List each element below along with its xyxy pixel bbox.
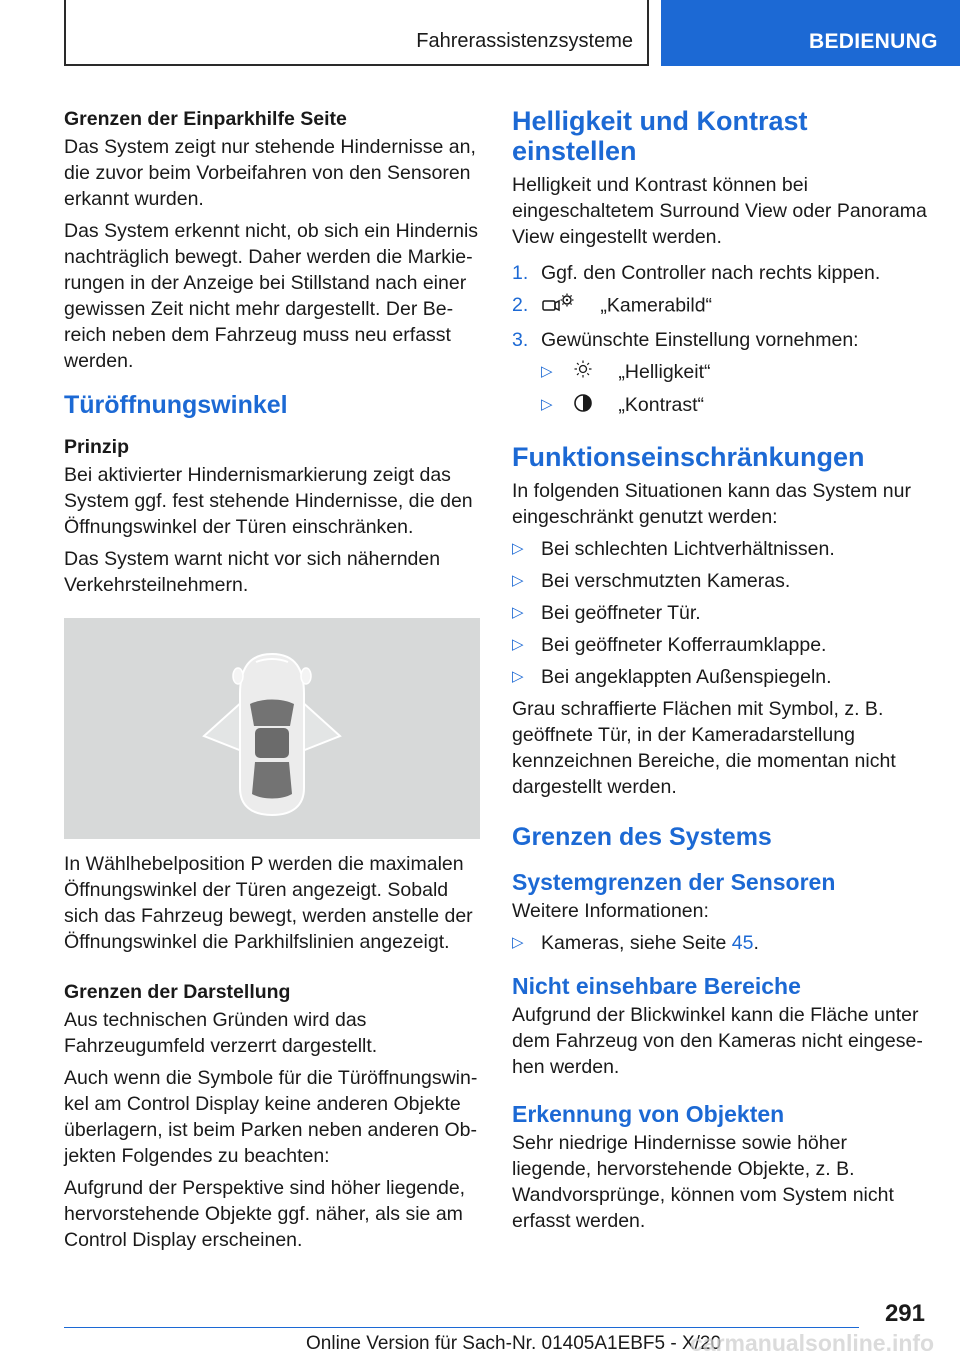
- contrast-icon: [573, 393, 593, 420]
- step-item: [512, 327, 928, 420]
- sub-item-text: „Kontrast“: [618, 394, 705, 417]
- sub-list: [541, 359, 928, 420]
- list-item: [512, 568, 928, 594]
- list-item: [512, 664, 928, 690]
- paragraph: Weitere Informationen:: [512, 899, 709, 922]
- heading-systemgrenzen-sensoren: Systemgrenzen der Sensoren: [512, 868, 836, 895]
- heading-funktionseinschraenkungen: Funktionseinschränkungen: [512, 441, 865, 472]
- step-number: 1.: [512, 262, 529, 284]
- chapter-tab[interactable]: BEDIENUNG: [661, 0, 960, 66]
- camera-settings-icon: [541, 292, 575, 321]
- paragraph: Aufgrund der Perspektive sind höher liegende, hervorstehende Objekte ggf. näher, als sie am Control Display erscheinen.: [64, 1177, 466, 1251]
- triangle-bullet-icon: ▷: [512, 933, 524, 951]
- step-text: Gewünschte Einstellung vornehmen:: [541, 329, 859, 351]
- watermark: carmanualsonline.info: [690, 1330, 935, 1356]
- list-item-text: Bei geöffneter Tür.: [541, 601, 701, 624]
- reference-text: Kameras, siehe Seite: [541, 931, 732, 954]
- heading-tueroeffnungswinkel: Türöffnungswinkel: [64, 391, 288, 419]
- paragraph: In Wählhebelposition P werden die maximalen Öffnungswinkel der Türen angezeigt. Sobald sich das Fahrzeug bewegt, werden anstelle der Öffnungswinkel die Parkhilfslinien angezeigt.: [64, 853, 473, 953]
- paragraph: Das System zeigt nur stehende Hindernisse an, die zuvor beim Vorbeifahren von den Sensoren erkannt wurden.: [64, 136, 476, 210]
- heading-prinzip: Prinzip: [64, 436, 130, 458]
- list-item: [512, 930, 928, 956]
- paragraph: In folgenden Situationen kann das System nur eingeschränkt genutzt werden:: [512, 479, 911, 528]
- step-item: [512, 292, 928, 321]
- heading-nicht-einsehbare-bereiche: Nicht einsehbare Bereiche: [512, 972, 801, 999]
- page-number: 291: [884, 1300, 925, 1327]
- page-reference-link[interactable]: 45: [731, 931, 754, 954]
- list-item-text: Bei angeklappten Außenspiegeln.: [541, 665, 832, 688]
- sub-item-helligkeit: [541, 359, 928, 386]
- list-item: [512, 632, 928, 658]
- right-column: [512, 106, 928, 1240]
- list-item-text: Bei schlechten Lichtverhältnissen.: [541, 537, 835, 560]
- paragraph: Das System warnt nicht vor sich nähernden Verkehrsteilnehmern.: [64, 548, 441, 596]
- triangle-bullet-icon: ▷: [541, 396, 553, 414]
- paragraph: Sehr niedrige Hindernisse sowie höher liegende, hervorstehende Objekte, z. B. Wandvorsprünge, können vom System nicht erfasst werden.: [512, 1131, 894, 1232]
- paragraph: Aufgrund der Blickwinkel kann die Fläche unter dem Fahrzeug von den Kameras nicht eingesehen werden.: [512, 1003, 923, 1078]
- paragraph: Bei aktivierter Hindernismarkierung zeigt das System ggf. fest stehende Hindernisse, die den Öffnungswinkel der Türen einschränken.: [64, 464, 473, 538]
- car-door-angle-figure: [64, 618, 480, 839]
- heading-erkennung-objekten: Erkennung von Objekten: [512, 1100, 785, 1127]
- sub-item-text: „Helligkeit“: [618, 361, 711, 383]
- triangle-bullet-icon: ▷: [512, 635, 524, 653]
- paragraph: Das System erkennt nicht, ob sich ein Hindernis nachträglich bewegt. Daher werden die Markierungen in der Anzeige bei Stillstand nach einer gewissen Zeit nicht mehr dargestellt. Der Bereich neben dem Fahrzeug muss neu erfasst werden.: [64, 220, 479, 372]
- step-number: 2.: [512, 294, 529, 316]
- page-header: [0, 0, 960, 66]
- triangle-bullet-icon: ▷: [512, 603, 524, 621]
- footer-divider: [64, 1327, 859, 1328]
- left-column: [64, 106, 480, 1259]
- heading-grenzen-systems: Grenzen des Systems: [512, 822, 772, 851]
- list-item-text: Bei geöffneter Kofferraumklappe.: [541, 633, 827, 656]
- heading-helligkeit-kontrast: Helligkeit und Kontrast einstellen: [512, 106, 808, 166]
- heading-einparkhilfe: Grenzen der Einparkhilfe Seite: [64, 108, 347, 130]
- paragraph: Aus technischen Gründen wird das Fahrzeugumfeld verzerrt dargestellt.: [64, 1009, 378, 1057]
- paragraph: Grau schraffierte Flächen mit Symbol, z. B. geöffnete Tür, in der Kameradarstellung kennzeichnen Bereiche, die momentan nicht dargestellt werden.: [512, 697, 896, 798]
- list-item: [512, 536, 928, 562]
- paragraph: Auch wenn die Symbole für die Türöffnungswinkel am Control Display keine anderen Objekte überlagern, ist beim Parken neben anderen Objekten Folgendes zu beachten:: [64, 1067, 478, 1167]
- triangle-bullet-icon: ▷: [541, 363, 553, 380]
- heading-grenzen-darstellung: Grenzen der Darstellung: [64, 981, 291, 1003]
- triangle-bullet-icon: ▷: [512, 571, 524, 589]
- limitations-list: [512, 536, 928, 690]
- list-item: [512, 600, 928, 626]
- paragraph: Helligkeit und Kontrast können bei eingeschaltetem Surround View oder Panorama View eingestellt werden.: [512, 174, 927, 248]
- car-top-view-illustration: [64, 618, 480, 839]
- triangle-bullet-icon: ▷: [512, 539, 524, 557]
- sun-brightness-icon: [573, 359, 593, 386]
- triangle-bullet-icon: ▷: [512, 667, 524, 685]
- section-title: Fahrerassistenzsysteme: [64, 0, 649, 66]
- step-number: 3.: [512, 329, 529, 351]
- step-text: „Kamerabild“: [600, 294, 713, 317]
- reference-end: .: [753, 931, 759, 954]
- step-item: [512, 260, 928, 286]
- online-version-text: Online Version für Sach-Nr. 01405A1EBF5 - X/20: [306, 1333, 722, 1354]
- sub-item-kontrast: [541, 392, 928, 419]
- step-text: Ggf. den Controller nach rechts kippen.: [541, 262, 881, 284]
- steps-list: [512, 260, 928, 420]
- list-item-text: Bei verschmutzten Kameras.: [541, 569, 791, 592]
- reference-list: [512, 930, 928, 956]
